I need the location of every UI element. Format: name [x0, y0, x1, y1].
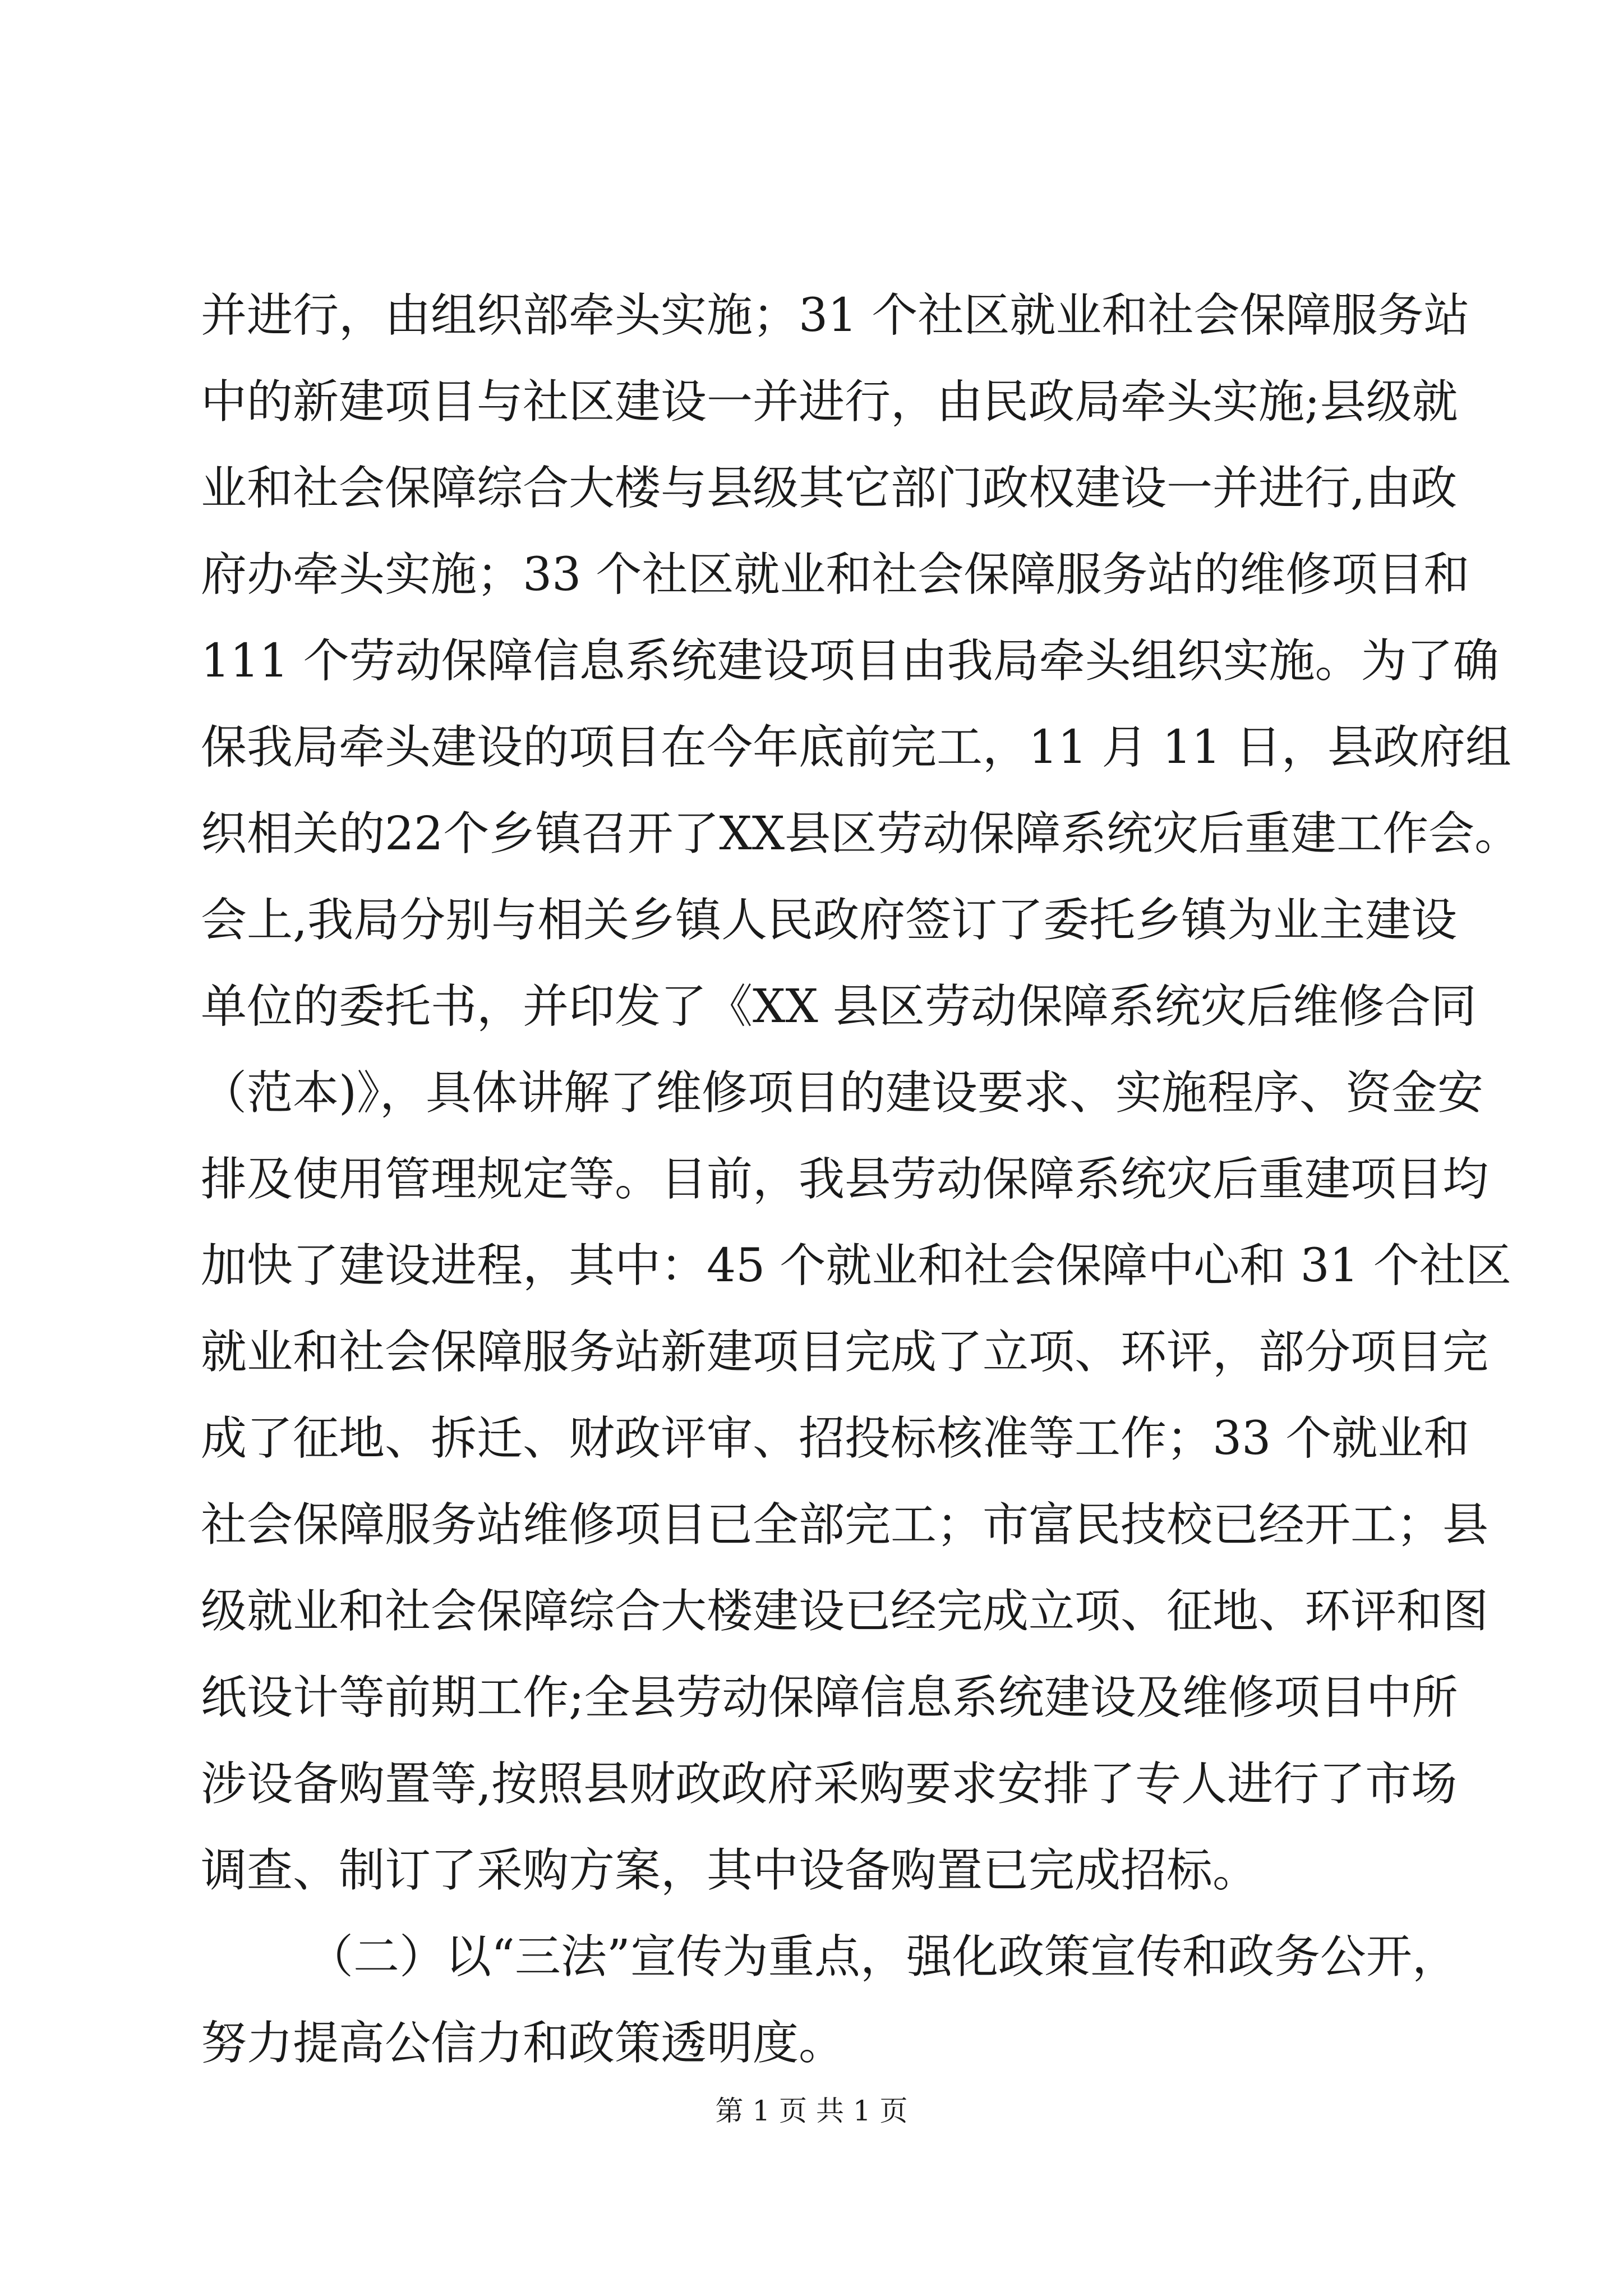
text-line: 111 个劳动保障信息系统建设项目由我局牵头组织实施。为了确: [201, 634, 1499, 688]
text-line: 并进行，由组织部牵头实施；31 个社区就业和社会保障服务站: [201, 289, 1470, 342]
section-heading-line: 努力提高公信力和政策透明度。: [201, 2017, 845, 2070]
text-line: 府办牵头实施；33 个社区就业和社会保障服务站的维修项目和: [201, 548, 1470, 601]
text-line: 会上,我局分别与相关乡镇人民政府签订了委托乡镇为业主建设: [201, 894, 1458, 947]
text-line: 保我局牵头建设的项目在今年底前完工，11 月 11 日，县政府组: [201, 721, 1511, 774]
text-line: 纸设计等前期工作;全县劳动保障信息系统建设及维修项目中所: [201, 1671, 1458, 1724]
text-line: 就业和社会保障服务站新建项目完成了立项、环评，部分项目完: [201, 1326, 1489, 1379]
text-line: 中的新建项目与社区建设一并进行，由民政局牵头实施;县级就: [201, 375, 1458, 429]
paragraph-end-line: 调查、制订了采购方案，其中设备购置已完成招标。: [201, 1844, 1259, 1897]
text-line: 排及使用管理规定等。目前，我县劳动保障系统灾后重建项目均: [201, 1153, 1489, 1206]
text-line: 成了征地、拆迁、财政评审、招投标核准等工作；33 个就业和: [201, 1412, 1470, 1465]
text-line: 织相关的22个乡镇召开了XX县区劳动保障系统灾后重建工作会。: [201, 807, 1521, 861]
text-line: 单位的委托书，并印发了《XX 县区劳动保障系统灾后维修合同: [201, 980, 1477, 1033]
body-text: [201, 273, 1521, 2087]
text-line: 涉设备购置等,按照县财政政府采购要求安排了专人进行了市场: [201, 1757, 1458, 1811]
text-line: 级就业和社会保障综合大楼建设已经完成立项、征地、环评和图: [201, 1585, 1489, 1638]
text-line: （范本)》，具体讲解了维修项目的建设要求、实施程序、资金安: [201, 1066, 1483, 1120]
text-line: 加快了建设进程，其中：45 个就业和社会保障中心和 31 个社区: [201, 1239, 1511, 1292]
section-heading-line: （二）以“三法”宣传为重点，强化政策宣传和政务公开，: [307, 1930, 1458, 1984]
text-line: 社会保障服务站维修项目已全部完工；市富民技校已经开工；县: [201, 1498, 1489, 1552]
text-line: 业和社会保障综合大楼与县级其它部门政权建设一并进行,由政: [201, 462, 1458, 515]
page-footer: 第 1 页 共 1 页: [715, 2095, 908, 2127]
